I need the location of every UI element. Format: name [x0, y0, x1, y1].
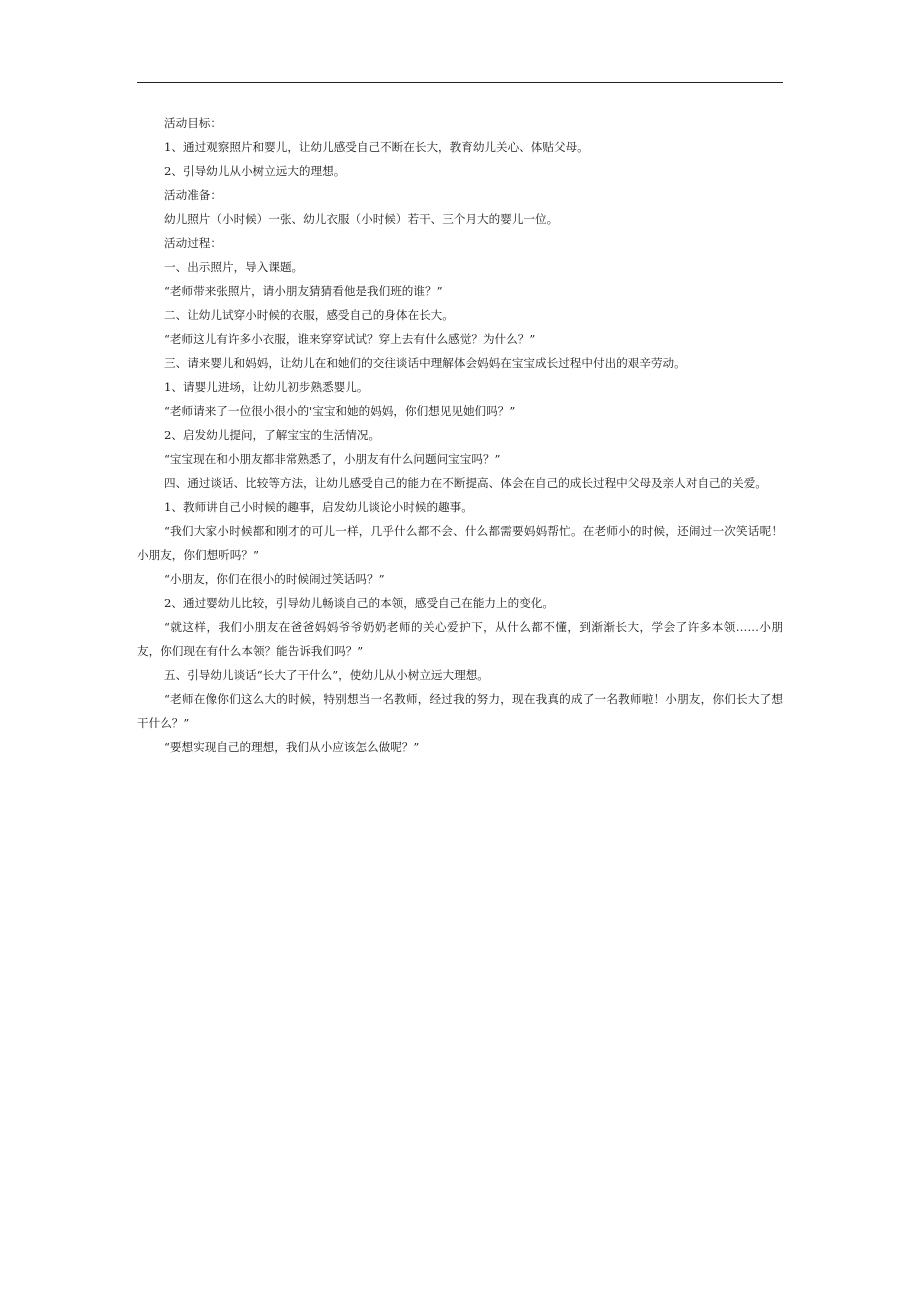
process-step-5: 五、引导幼儿谈话“长大了干什么”，使幼儿从小树立远大理想。 — [164, 668, 489, 682]
header-rule — [137, 82, 783, 83]
quote-paragraph: “老师请来了一位很小很小的'宝宝和她的妈妈，你们想见见她们吗？” — [164, 404, 516, 418]
quote-paragraph: “老师在像你们这么大的时候，特别想当一名教师，经过我的努力，现在我真的成了一名教师啦！小朋友，你们长大了想干什么？” — [137, 692, 783, 730]
sub-step: 1、教师讲自己小时候的趣事，启发幼儿谈论小时候的趣事。 — [164, 500, 473, 514]
quote-paragraph: “我们大家小时候都和刚才的可儿一样，几乎什么都不会、什么都需要妈妈帮忙。在老师小的时候，还闹过一次笑话呢！小朋友，你们想听吗？” — [137, 524, 783, 562]
section-heading-goals: 活动目标： — [164, 116, 222, 130]
quote-paragraph: “要想实现自己的理想，我们从小应该怎么做呢？” — [164, 740, 420, 754]
quote-paragraph: “就这样，我们小朋友在爸爸妈妈爷爷奶奶老师的关心爱护下，从什么都不懂，到渐渐长大，学会了许多本领……小朋友，你们现在有什么本领？能告诉我们吗？” — [137, 620, 783, 658]
sub-step: 2、启发幼儿提问，了解宝宝的生活情况。 — [164, 428, 381, 442]
preparation-text: 幼儿照片（小时候）一张、幼儿衣服（小时候）若干、三个月大的婴儿一位。 — [164, 212, 559, 226]
quote-paragraph: “小朋友，你们在很小的时候闹过笑话吗？” — [164, 572, 385, 586]
quote-paragraph: “宝宝现在和小朋友都非常熟悉了，小朋友有什么问题问宝宝吗？” — [164, 452, 501, 466]
quote-paragraph: “老师这儿有许多小衣服，谁来穿穿试试？穿上去有什么感觉？为什么？” — [164, 332, 536, 346]
goal-item-1: 1、通过观察照片和婴儿，让幼儿感受自己不断在长大，教育幼儿关心、体贴父母。 — [164, 140, 589, 154]
process-step-1: 一、出示照片，导入课题。 — [164, 260, 304, 274]
process-step-2: 二、让幼儿试穿小时候的衣服，感受自己的身体在长大。 — [164, 308, 454, 322]
section-heading-process: 活动过程： — [164, 236, 222, 250]
sub-step: 1、请婴儿进场，让幼儿初步熟悉婴儿。 — [164, 380, 369, 394]
process-step-4: 四、通过谈话、比较等方法，让幼儿感受自己的能力在不断提高、体会在自己的成长过程中父母及亲人对自己的关爱。 — [164, 476, 767, 490]
goal-item-2: 2、引导幼儿从小树立远大的理想。 — [164, 164, 346, 178]
process-step-3: 三、请来婴儿和妈妈，让幼儿在和她们的交往谈话中理解体会妈妈在宝宝成长过程中付出的艰辛劳动。 — [164, 356, 686, 370]
document-body — [137, 111, 783, 759]
section-heading-preparation: 活动准备： — [164, 188, 222, 202]
sub-step: 2、通过婴幼儿比较，引导幼儿畅谈自己的本领，感受自己在能力上的变化。 — [164, 596, 554, 610]
quote-paragraph: “老师带来张照片，请小朋友猜猜看他是我们班的谁？” — [164, 284, 443, 298]
